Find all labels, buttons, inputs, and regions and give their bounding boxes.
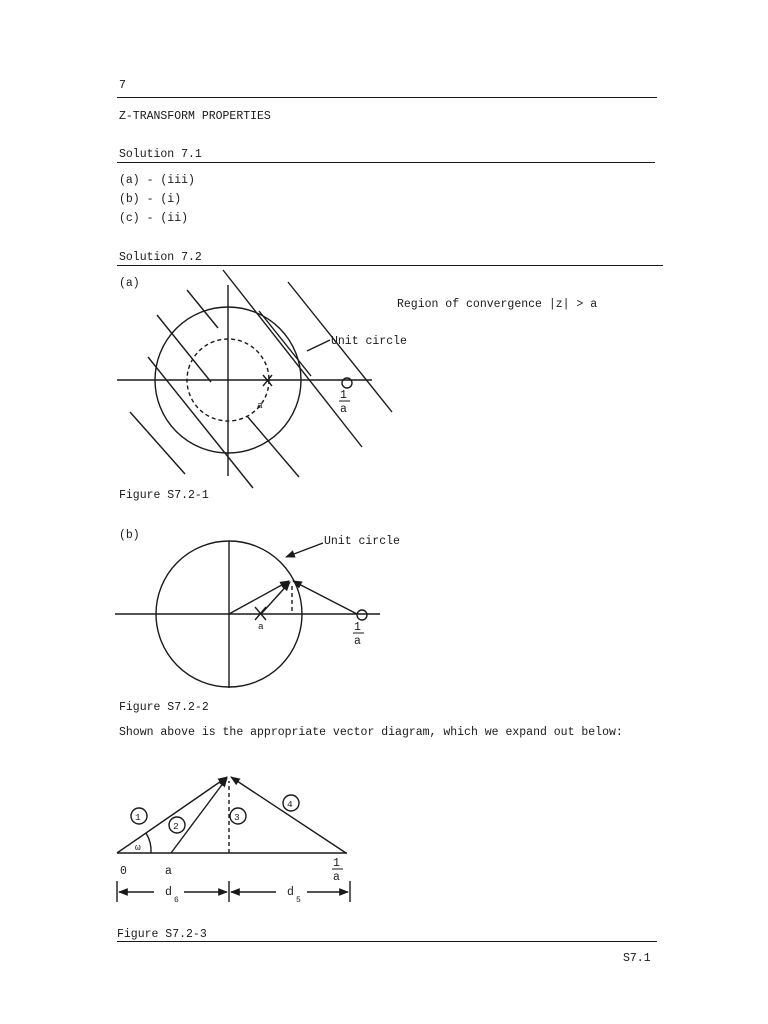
zero-marker-b	[357, 610, 367, 620]
zero-label-b-num: 1	[354, 621, 361, 634]
figure-s7-2-3-labels	[120, 799, 343, 905]
unit-circle-label-a: Unit circle	[331, 335, 407, 348]
d6-subscript: 6	[174, 896, 179, 905]
vector-label-1: 1	[135, 812, 141, 823]
origin-label: 0	[120, 865, 127, 878]
zero-label-c-num: 1	[333, 857, 340, 870]
figure-s7-2-1-caption: Figure S7.2-1	[119, 489, 209, 502]
d5-subscript: 5	[296, 896, 301, 905]
vector-4	[231, 777, 346, 853]
part-b-label: (b)	[119, 529, 140, 542]
zero-label-a-den: a	[340, 403, 347, 416]
figure-s7-2-2-caption: Figure S7.2-2	[119, 701, 209, 714]
omega-label: ω	[135, 842, 141, 853]
answer-a: (a) - (iii)	[119, 174, 195, 187]
vector-label-4: 4	[287, 799, 293, 810]
roc-text: Region of convergence |z| > a	[397, 298, 598, 311]
vector-pole-to-point	[261, 582, 290, 614]
vector-1	[117, 777, 227, 853]
vector-2	[171, 778, 227, 853]
zero-label-b-den: a	[354, 635, 361, 648]
zero-label-a-num: 1	[340, 389, 347, 402]
vector-label-3: 3	[234, 812, 240, 823]
part-a-label: (a)	[119, 277, 140, 290]
zero-label-c-den: a	[333, 871, 340, 884]
roc-hatching	[130, 270, 392, 488]
solution-7-2-heading: Solution 7.2	[119, 251, 202, 264]
angle-arc-omega	[146, 833, 151, 853]
vector-zero-to-point	[293, 581, 357, 614]
figure-s7-2-2-labels	[258, 621, 364, 648]
pole-label-c: a	[165, 865, 172, 878]
figure-s7-2-3-caption: Figure S7.2-3	[117, 928, 207, 941]
figure-s7-2-1	[117, 270, 392, 488]
vector-origin-to-point	[229, 581, 289, 614]
figure-s7-2-2	[115, 541, 380, 688]
pole-label-a: a	[257, 400, 263, 411]
d5-label: d	[287, 886, 294, 899]
answer-b: (b) - (i)	[119, 193, 182, 206]
unit-circle-leader-a	[307, 340, 330, 351]
vector-label-2: 2	[173, 821, 179, 832]
chapter-title: Z-TRANSFORM PROPERTIES	[119, 110, 271, 123]
explanation-text: Shown above is the appropriate vector diagram, which we expand out below:	[119, 726, 623, 739]
figure-s7-2-3	[117, 777, 350, 902]
page-label: S7.1	[623, 952, 651, 965]
unit-circle-label-b: Unit circle	[324, 535, 400, 548]
answer-c: (c) - (ii)	[119, 212, 189, 225]
unit-circle-leader-b	[286, 543, 323, 557]
figure-s7-2-1-labels	[257, 389, 350, 416]
chapter-number: 7	[119, 79, 126, 92]
pole-label-b: a	[258, 621, 264, 632]
d6-label: d	[165, 886, 172, 899]
solution-7-1-heading: Solution 7.1	[119, 148, 202, 161]
